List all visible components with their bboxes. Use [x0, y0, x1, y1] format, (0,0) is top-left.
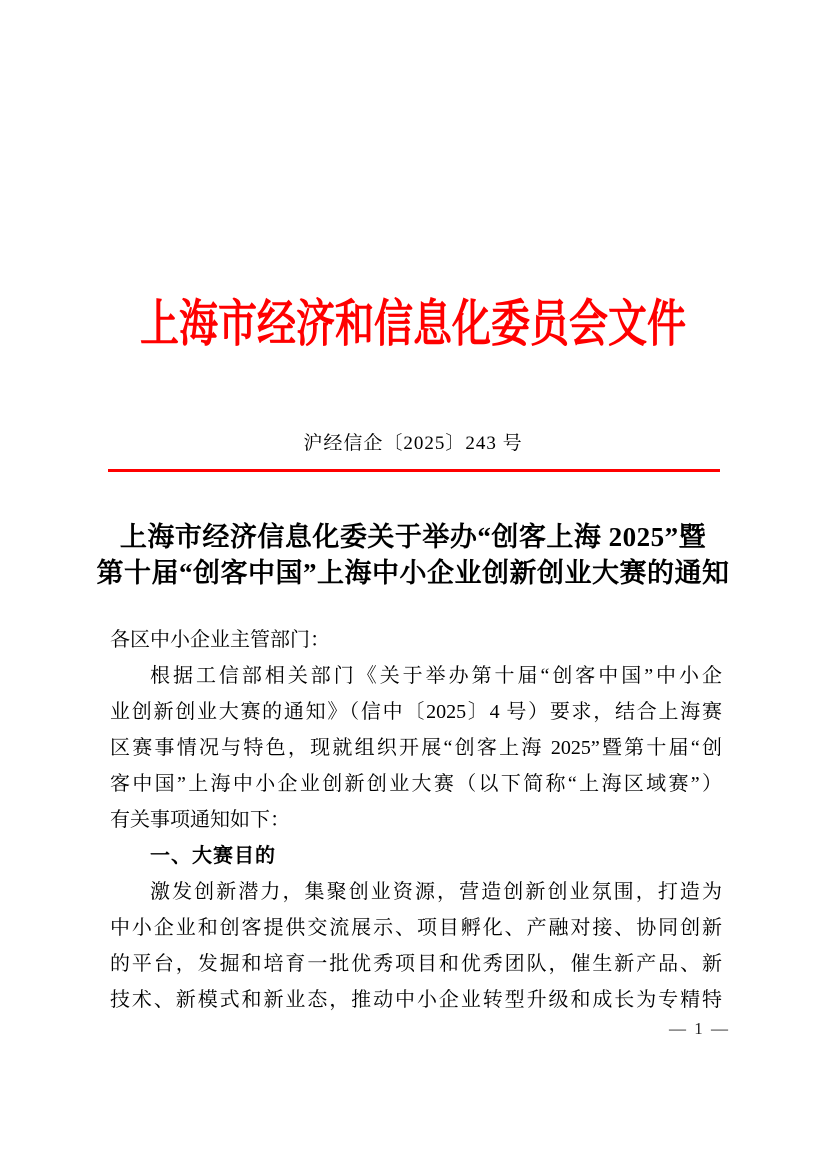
red-divider-line — [108, 469, 720, 472]
document-body — [110, 622, 722, 1018]
body-line: 有关事项通知如下： — [110, 809, 290, 831]
document-title-line-2: 第十届“创客中国”上海中小企业创新创业大赛的通知 — [96, 558, 730, 588]
body-line: 的平台，发掘和培育一批优秀项目和优秀团队，催生新产品、新 — [110, 953, 722, 975]
body-line: 中小企业和创客提供交流展示、项目孵化、产融对接、协同创新 — [110, 917, 722, 939]
body-line: 激发创新潜力，集聚创业资源，营造创新创业氛围，打造为 — [150, 881, 722, 903]
document-number: 沪经信企〔2025〕243 号 — [303, 433, 523, 454]
body-salutation: 各区中小企业主管部门： — [110, 629, 330, 651]
section-heading: 一、大赛目的 — [150, 845, 276, 867]
document-title — [0, 519, 826, 591]
body-line: 业创新创业大赛的通知》（信中〔2025〕4 号）要求，结合上海赛 — [110, 701, 722, 723]
letterhead-org-title: 上海市经济和信息化委员会文件 — [139, 296, 686, 353]
body-line: 技术、新模式和新业态，推动中小企业转型升级和成长为专精特 — [110, 989, 722, 1011]
body-line: 客中国”上海中小企业创新创业大赛（以下简称“上海区域赛”） — [110, 773, 722, 795]
body-line: 根据工信部相关部门《关于举办第十届“创客中国”中小企 — [150, 665, 722, 687]
body-line: 区赛事情况与特色，现就组织开展“创客上海 2025”暨第十届“创 — [110, 737, 722, 759]
page-number: — 1 — — [669, 1019, 730, 1038]
document-title-line-1: 上海市经济信息化委关于举办“创客上海 2025”暨 — [119, 522, 707, 552]
